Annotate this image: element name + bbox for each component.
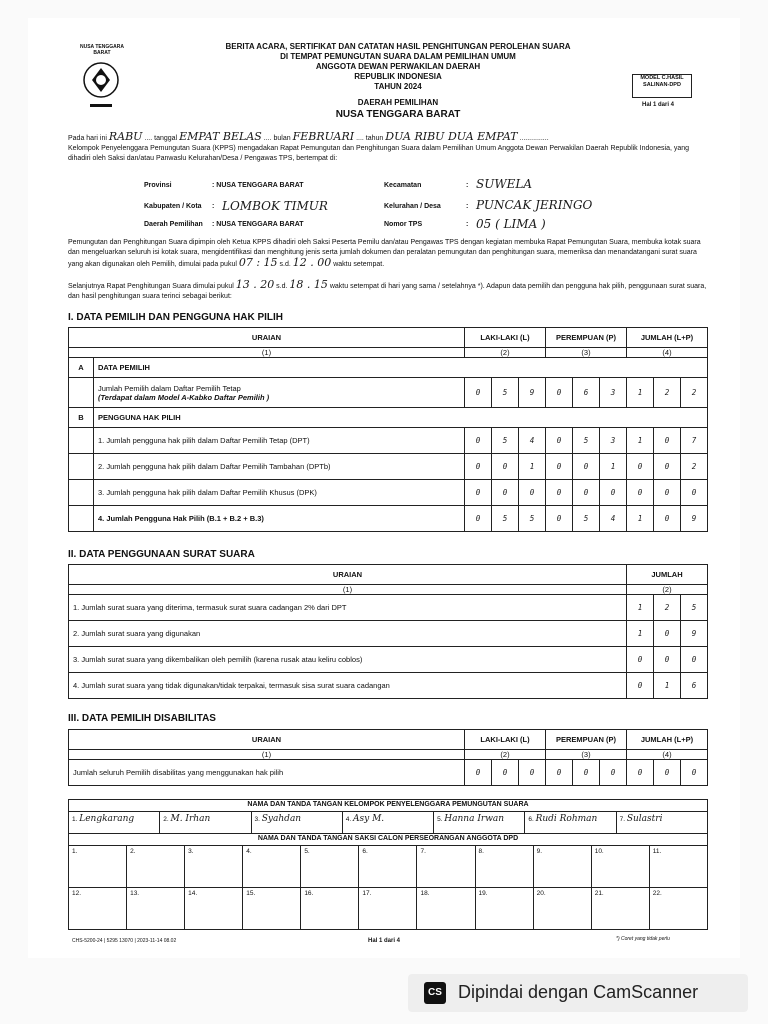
s2-digit: 6 bbox=[681, 673, 708, 699]
saksi-cell: 10. bbox=[591, 846, 649, 888]
s3-digit: 0 bbox=[573, 760, 600, 786]
s2-row-label: 2. Jumlah surat suara yang digunakan bbox=[69, 621, 627, 647]
logo-text: NUSA TENGGARA BARAT bbox=[80, 44, 124, 56]
document-header bbox=[178, 42, 618, 121]
s1-digit: 1 bbox=[627, 428, 654, 454]
footer-note: *) Coret yang tidak perlu bbox=[616, 936, 670, 942]
s1-a-digit: 0 bbox=[465, 378, 492, 408]
kpps-signature: Sulastri bbox=[626, 814, 663, 824]
s3-col-jumlah: JUMLAH (L+P) bbox=[627, 730, 708, 750]
page-number-top: Hal 1 dari 4 bbox=[642, 102, 675, 108]
intro-text-4: tahun bbox=[365, 135, 384, 142]
kpps-signature: Rudi Rohman bbox=[535, 814, 598, 824]
s1-digit: 0 bbox=[654, 480, 681, 506]
s2-digit: 0 bbox=[654, 647, 681, 673]
pemungutan-paragraph bbox=[68, 238, 708, 270]
s2-row-label: 4. Jumlah surat suara yang tidak digunakan/tidak terpakai, termasuk sisa surat suara cadangan bbox=[69, 673, 627, 699]
section-2-title: II. DATA PENGGUNAAN SURAT SUARA bbox=[68, 549, 255, 560]
s3-digit: 0 bbox=[627, 760, 654, 786]
s1-digit: 3 bbox=[600, 428, 627, 454]
s1-a-digit: 2 bbox=[681, 378, 708, 408]
s1-num-1: (1) bbox=[69, 348, 465, 358]
saksi-cell: 12. bbox=[69, 888, 127, 930]
s1-a-digit: 5 bbox=[492, 378, 519, 408]
kpps-signature: M. Irhan bbox=[170, 814, 211, 824]
penghitungan-text-a: Selanjutnya Rapat Penghitungan Suara dimulai pukul bbox=[68, 283, 234, 290]
s1-digit: 0 bbox=[465, 506, 492, 532]
s1-a-row-label: Jumlah Pemilih dalam Daftar Pemilih Tetap bbox=[98, 383, 241, 393]
s3-digit: 0 bbox=[654, 760, 681, 786]
s1-a-title: DATA PEMILIH bbox=[94, 358, 708, 378]
s1-col-jumlah: JUMLAH (L+P) bbox=[627, 328, 708, 348]
kpps-sign-2 bbox=[160, 812, 251, 834]
saksi-title: NAMA DAN TANDA TANGAN SAKSI CALON PERSEORANGAN ANGGOTA DPD bbox=[69, 834, 708, 846]
s3-digit: 0 bbox=[600, 760, 627, 786]
s1-row-label: 4. Jumlah Pengguna Hak Pilih (B.1 + B.2 + B.3) bbox=[94, 506, 465, 532]
s3-col-perempuan: PEREMPUAN (P) bbox=[546, 730, 627, 750]
s1-b-label: B bbox=[69, 408, 94, 428]
s2-digit: 2 bbox=[654, 595, 681, 621]
s1-digit: 0 bbox=[492, 480, 519, 506]
bulan-value: FEBRUARI bbox=[292, 130, 355, 143]
pukul-selesai: 12 . 00 bbox=[292, 256, 332, 269]
pukul-mulai: 07 : 15 bbox=[238, 256, 278, 269]
s2-digit: 0 bbox=[681, 647, 708, 673]
s1-a-label: A bbox=[69, 358, 94, 378]
document-page: NUSA TENGGARA BARAT BERITA ACARA, SERTIFIKAT DAN CATATAN HASIL PENGHITUNGAN PEROLEHAN SUARA DI TEMPAT PEMUNGUTAN SUARA DALAM PEMILIHAN UMUM ANGGOTA DEWAN PERWAKILAN DAERAH REPUBLIK INDONESIA TAHUN 2024 DAERAH PEMILIHAN NUSA TENGGARA BARAT MODEL C.HASIL SALINAN-DPD Hal 1 dari 4 Pada hari ini RABU .... tanggal EMPAT BELAS .... bulan FEBRUARI .... tahun DUA RIBU DUA EMPAT ............... Kelompok Penyelenggara Pemungutan Suara (KPPS) mengadakan Rapat Pemungutan dan Penghitungan Suara dalam Pemilihan Umum Anggota Dewan Perwakilan Daerah Republik Indonesia, yang dihadiri oleh Saksi dan/atau Panwaslu Kelurahan/Desa / Pengawas TPS, bertempat di: Provinsi : NUSA TENGGARA BARAT Kabupaten / Kota : LOMBOK TIMUR Daerah Pemilihan : NUSA TENGGARA BARAT Kecamatan : SUWELA Kelurahan / Desa : PUNCAK JERINGO Nomor TPS : 05 ( LIMA ) Pemungutan dan Penghitungan Suara dipimpin oleh Ketua KPPS dihadiri oleh Saksi Peserta Pemilu dan/atau Pengawas TPS dengan kegiatan membuka Rapat Pemungutan Suara, membuka kotak suara dan mengeluarkan seluruh isi kotak suara, mengidentifikasi dan menghitung jenis serta jumlah dokumen dan peralatan pemungutan dan penghitungan suara, memeriksa dan menandatangani surat suara yang akan digunakan oleh Pemilih, dimulai pada pukul 07 : 15 s.d. 12 . 00 waktu setempat. Selanjutnya Rapat Penghitungan Suara dimulai pukul 13 . 20 s.d. 18 . 15 waktu setempat di hari yang sama / setelahnya *). Adapun data pemilih dan pengguna hak pilih, penggunaan surat suara, dan hasil penghitungan suara terinci sebagai berikut: I. DATA PEMILIH DAN PENGGUNA HAK PILIH URAIAN LAKI-LAKI (L) PEREMPUAN (P) JUMLAH (L+P) (1) (2) (3) (4) A DATA PEMILIH Jumlah Pemilih dalam Daftar Pemilih Tetap (Terdapat dalam Model A-Kabko Daftar Pemilih ) 0 5 9 0 6 3 1 2 2 B PENGGUNA HAK PILIH 1. Jumlah pengguna hak pilih dalam Daftar Pemilih Tetap (DPT) 0 5 4 0 5 3 1 0 7 2. Jumlah pengguna hak pilih dalam Daftar Pemilih Tambahan (DPTb) 0 0 1 0 0 1 0 0 2 3. Jumlah pengguna hak pilih dalam Daftar Pemilih Khusus (DPK) 0 0 0 0 0 0 0 0 0 4. Jumlah Pengguna Hak Pilih (B.1 + B.2 + B.3) 0 5 5 0 5 4 1 0 9 II. DATA PENGGUNAAN SURAT SUARA URAIAN JUMLAH (1) (2) 1. Jumlah surat suara yang diterima, termasuk surat suara cadangan 2% dari DPT 1 2 5 2. Jumlah surat suara yang digunakan 1 0 9 3. Jumlah surat suara yang dikembalikan oleh pemilih (karena rusak atau keliru coblos) 0 0 0 4. Jumlah surat suara yang tidak digunakan/tidak terpakai, termasuk sisa surat suara cadangan 0 1 6 III. DATA PEMILIH DISABILITAS URAIAN LAKI-LAKI (L) PEREMPUAN (P) JUMLAH (L+P) (1) (2) (3) (4) Jumlah seluruh Pemilih disabilitas yang menggunakan hak pilih 0 0 0 0 0 0 0 0 0 NAMA DAN TANDA TANGAN KELOMPOK PENYELENGGARA PEMUNGUTAN SUARA 1. Lengkarang 2. M. Irhan 3. Syahdan 4. Asy M. 5. Hanna Irwan 6. Rudi Rohman 7. Sulastri NAMA DAN TANDA TANGAN SAKSI CALON PERSEORANGAN ANGGOTA DPD 1. 2. 3. 4. 5. 6. 7. 8. 9. 10. 11. 12. 13. 14. 15. 16. 17. 18. 19. 20. 21. 22. CHS-5200-24 | 5295 13070 | 2023-11-14 08.02 Hal 1 dari 4 *) Coret yang tidak perlu bbox=[28, 18, 740, 958]
s1-digit: 0 bbox=[627, 454, 654, 480]
saksi-cell: 15. bbox=[243, 888, 301, 930]
provinsi-label: Provinsi bbox=[144, 182, 172, 189]
s1-row-label: 1. Jumlah pengguna hak pilih dalam Daftar Pemilih Tetap (DPT) bbox=[94, 428, 465, 454]
camscanner-icon: CS bbox=[424, 982, 446, 1004]
saksi-cell: 6. bbox=[359, 846, 417, 888]
s2-num-1: (1) bbox=[69, 585, 627, 595]
s1-digit: 4 bbox=[600, 506, 627, 532]
kpps-signature: Lengkarang bbox=[79, 814, 135, 824]
s1-digit: 0 bbox=[465, 428, 492, 454]
kecamatan-label: Kecamatan bbox=[384, 182, 422, 189]
camscanner-text: Dipindai dengan CamScanner bbox=[458, 982, 699, 1002]
s1-a-digit: 9 bbox=[519, 378, 546, 408]
header-line-1: BERITA ACARA, SERTIFIKAT DAN CATATAN HASIL PENGHITUNGAN PEROLEHAN SUARA bbox=[225, 42, 571, 51]
saksi-cell: 20. bbox=[533, 888, 591, 930]
s1-a-digit: 1 bbox=[627, 378, 654, 408]
kpps-signature: Hanna Irwan bbox=[444, 814, 505, 824]
section-3-table bbox=[68, 729, 708, 786]
s3-digit: 0 bbox=[492, 760, 519, 786]
saksi-cell: 9. bbox=[533, 846, 591, 888]
s1-digit: 1 bbox=[519, 454, 546, 480]
camscanner-watermark bbox=[408, 974, 748, 1012]
saksi-cell: 3. bbox=[185, 846, 243, 888]
intro-description: Kelompok Penyelenggara Pemungutan Suara (KPPS) mengadakan Rapat Pemungutan dan Penghitungan Suara dalam Pemilihan Umum Anggota Dewan Perwakilan Daerah Republik Indonesia, yang dihadiri oleh Saksi dan/atau Panwaslu Kelurahan/Desa / Pengawas TPS, bertempat di: bbox=[68, 145, 690, 162]
s1-col-laki: LAKI-LAKI (L) bbox=[465, 328, 546, 348]
kpps-num: 5. bbox=[437, 816, 443, 823]
saksi-cell: 17. bbox=[359, 888, 417, 930]
intro-text-3: bulan bbox=[273, 135, 291, 142]
saksi-cell: 8. bbox=[475, 846, 533, 888]
saksi-cell: 16. bbox=[301, 888, 359, 930]
s1-b-title: PENGGUNA HAK PILIH bbox=[94, 408, 708, 428]
s1-digit: 0 bbox=[654, 454, 681, 480]
saksi-cell: 11. bbox=[649, 846, 707, 888]
s1-digit: 5 bbox=[573, 428, 600, 454]
penghitungan-paragraph: Selanjutnya Rapat Penghitungan Suara dimulai pukul 13 . 20 s.d. 18 . 15 waktu setempat di hari yang sama / setelahnya *). Adapun data pemilih dan pengguna hak pilih, penggunaan surat suara, dan hasil penghitungan suara terinci sebagai berikut: bbox=[68, 278, 707, 300]
penghitungan-text-b: waktu setempat di hari yang sama / setelahnya *). Adapun data pemilih dan pengguna hak pilih, penggunaan surat suara, dan hasil penghitungan suara terinci sebagai berikut: bbox=[68, 283, 707, 300]
header-line-3: ANGGOTA DEWAN PERWAKILAN DAERAH bbox=[315, 62, 481, 71]
s1-a-digit: 6 bbox=[573, 378, 600, 408]
s1-digit: 0 bbox=[465, 454, 492, 480]
section-1-title: I. DATA PEMILIH DAN PENGGUNA HAK PILIH bbox=[68, 312, 283, 323]
model-box-text: MODEL C.HASIL SALINAN-DPD bbox=[640, 75, 684, 88]
s1-digit: 1 bbox=[627, 506, 654, 532]
s1-col-perempuan: PEREMPUAN (P) bbox=[546, 328, 627, 348]
kabupaten-value: LOMBOK TIMUR bbox=[222, 199, 328, 213]
s1-digit: 5 bbox=[573, 506, 600, 532]
kpps-num: 6. bbox=[528, 816, 534, 823]
daerah-value: NUSA TENGGARA BARAT bbox=[335, 109, 461, 120]
section-3-title: III. DATA PEMILIH DISABILITAS bbox=[68, 713, 216, 724]
kpps-num: 2. bbox=[163, 816, 169, 823]
s1-digit: 0 bbox=[600, 480, 627, 506]
footer-code: CHS-5200-24 | 5295 13070 | 2023-11-14 08.02 bbox=[72, 938, 177, 944]
kpps-signature: Asy M. bbox=[353, 814, 385, 824]
dapil-label: Daerah Pemilihan bbox=[144, 221, 203, 228]
saksi-cell: 22. bbox=[649, 888, 707, 930]
s1-digit: 0 bbox=[681, 480, 708, 506]
model-box bbox=[632, 74, 692, 98]
kpps-signature: Syahdan bbox=[261, 814, 302, 824]
intro-text-1: Pada hari ini bbox=[68, 135, 107, 142]
kpps-title: NAMA DAN TANDA TANGAN KELOMPOK PENYELENGGARA PEMUNGUTAN SUARA bbox=[69, 800, 708, 812]
kelurahan-label: Kelurahan / Desa bbox=[384, 203, 441, 210]
kpps-sign-4 bbox=[342, 812, 433, 834]
footer-page: Hal 1 dari 4 bbox=[368, 938, 401, 944]
saksi-cell: 18. bbox=[417, 888, 475, 930]
kpu-logo bbox=[76, 52, 126, 116]
s1-digit: 2 bbox=[681, 454, 708, 480]
intro-paragraph: Pada hari ini RABU .... tanggal EMPAT BELAS .... bulan FEBRUARI .... tahun DUA RIBU DUA EMPAT ............... Kelompok Penyelenggara Pemungutan Suara (KPPS) mengadakan Rapat Pemungutan dan Penghitungan Suara dalam Pemilihan Umum Anggota Dewan Perwakilan Daerah Republik Indonesia, yang dihadiri oleh Saksi dan/atau Panwaslu Kelurahan/Desa / Pengawas TPS, bertempat di: bbox=[68, 132, 708, 164]
saksi-cell: 19. bbox=[475, 888, 533, 930]
s3-col-uraian: URAIAN bbox=[69, 730, 465, 750]
s2-row-label: 1. Jumlah surat suara yang diterima, termasuk surat suara cadangan 2% dari DPT bbox=[69, 595, 627, 621]
penghitungan-start: 13 . 20 bbox=[235, 278, 275, 291]
section-2-table bbox=[68, 564, 708, 699]
kpps-sign-7 bbox=[616, 812, 707, 834]
saksi-cell: 14. bbox=[185, 888, 243, 930]
s1-col-uraian: URAIAN bbox=[69, 328, 465, 348]
provinsi-value: : NUSA TENGGARA BARAT bbox=[212, 182, 304, 189]
s1-digit: 1 bbox=[600, 454, 627, 480]
s3-num-4: (4) bbox=[627, 750, 708, 760]
s3-num-2: (2) bbox=[465, 750, 546, 760]
s3-col-laki: LAKI-LAKI (L) bbox=[465, 730, 546, 750]
s3-num-1: (1) bbox=[69, 750, 465, 760]
saksi-cell: 1. bbox=[69, 846, 127, 888]
kpps-num: 1. bbox=[72, 816, 78, 823]
s2-col-uraian: URAIAN bbox=[69, 565, 627, 585]
saksi-cell: 7. bbox=[417, 846, 475, 888]
tahun-value: DUA RIBU DUA EMPAT bbox=[385, 130, 518, 143]
section-1-table bbox=[68, 327, 708, 532]
kpps-num: 3. bbox=[254, 816, 260, 823]
s1-a-digit: 0 bbox=[546, 378, 573, 408]
kpps-sign-6 bbox=[525, 812, 616, 834]
tps-value: 05 ( LIMA ) bbox=[476, 217, 546, 231]
s3-row-label: Jumlah seluruh Pemilih disabilitas yang menggunakan hak pilih bbox=[69, 760, 465, 786]
waktu-text: waktu setempat. bbox=[333, 261, 385, 268]
intro-text-2: tanggal bbox=[154, 135, 178, 142]
s1-digit: 0 bbox=[654, 506, 681, 532]
daerah-label: DAERAH PEMILIHAN bbox=[357, 98, 439, 107]
kpps-sign-5 bbox=[434, 812, 525, 834]
kelurahan-value: PUNCAK JERINGO bbox=[476, 198, 593, 212]
s2-row-label: 3. Jumlah surat suara yang dikembalikan oleh pemilih (karena rusak atau keliru coblos) bbox=[69, 647, 627, 673]
s1-row-label: 3. Jumlah pengguna hak pilih dalam Daftar Pemilih Khusus (DPK) bbox=[94, 480, 465, 506]
s1-digit: 0 bbox=[492, 454, 519, 480]
tps-label: Nomor TPS bbox=[384, 221, 423, 228]
kpps-num: 7. bbox=[619, 816, 626, 823]
s1-digit: 0 bbox=[573, 454, 600, 480]
s3-digit: 0 bbox=[519, 760, 546, 786]
kpps-sign-1 bbox=[69, 812, 160, 834]
s2-digit: 0 bbox=[627, 673, 654, 699]
header-line-5: TAHUN 2024 bbox=[374, 82, 422, 91]
s2-digit: 9 bbox=[681, 621, 708, 647]
s1-digit: 5 bbox=[492, 506, 519, 532]
saksi-cell: 4. bbox=[243, 846, 301, 888]
s1-digit: 7 bbox=[681, 428, 708, 454]
s3-digit: 0 bbox=[546, 760, 573, 786]
s1-digit: 5 bbox=[492, 428, 519, 454]
header-line-2: DI TEMPAT PEMUNGUTAN SUARA DALAM PEMILIHAN UMUM bbox=[280, 52, 516, 61]
tanggal-value: EMPAT BELAS bbox=[179, 130, 262, 143]
s1-digit: 5 bbox=[519, 506, 546, 532]
kabupaten-label: Kabupaten / Kota bbox=[144, 203, 202, 210]
s1-digit: 0 bbox=[546, 480, 573, 506]
s2-digit: 1 bbox=[627, 595, 654, 621]
s2-digit: 0 bbox=[654, 621, 681, 647]
s1-a-digit: 3 bbox=[600, 378, 627, 408]
saksi-cell: 13. bbox=[127, 888, 185, 930]
s1-num-4: (4) bbox=[627, 348, 708, 358]
s1-digit: 4 bbox=[519, 428, 546, 454]
s3-digit: 0 bbox=[465, 760, 492, 786]
s1-row-label: 2. Jumlah pengguna hak pilih dalam Daftar Pemilih Tambahan (DPTb) bbox=[94, 454, 465, 480]
s2-col-jumlah: JUMLAH bbox=[627, 565, 708, 585]
penghitungan-end: 18 . 15 bbox=[289, 278, 328, 291]
s1-a-digit: 2 bbox=[654, 378, 681, 408]
s1-digit: 0 bbox=[519, 480, 546, 506]
hari-value: RABU bbox=[108, 130, 143, 143]
s2-digit: 0 bbox=[627, 647, 654, 673]
saksi-cell: 21. bbox=[591, 888, 649, 930]
kecamatan-value: SUWELA bbox=[476, 177, 533, 191]
s2-digit: 1 bbox=[654, 673, 681, 699]
s1-digit: 0 bbox=[573, 480, 600, 506]
s1-a-row-note: (Terdapat dalam Model A-Kabko Daftar Pemilih ) bbox=[98, 392, 270, 402]
s1-digit: 0 bbox=[546, 428, 573, 454]
kpps-num: 4. bbox=[345, 816, 352, 823]
signature-table bbox=[68, 799, 708, 930]
s1-digit: 0 bbox=[546, 454, 573, 480]
s1-digit: 0 bbox=[654, 428, 681, 454]
pemungutan-text: Pemungutan dan Penghitungan Suara dipimpin oleh Ketua KPPS dihadiri oleh Saksi Peserta Pemilu dan/atau Pengawas TPS dengan kegiatan membuka Rapat Pemungutan Suara, membuka kotak suara dan mengeluarkan seluruh isi kotak suara, mengidentifikasi dan menghitung jenis serta jumlah dokumen dan peralatan pemungutan dan penghitungan suara, memeriksa dan menandatangani surat suara yang akan digunakan oleh Pemilih, dimulai pada pukul bbox=[68, 239, 701, 268]
s2-digit: 1 bbox=[627, 621, 654, 647]
s2-digit: 5 bbox=[681, 595, 708, 621]
kpps-sign-3 bbox=[251, 812, 342, 834]
header-line-4: REPUBLIK INDONESIA bbox=[354, 72, 442, 81]
s1-num-2: (2) bbox=[465, 348, 546, 358]
sd-text: s.d. bbox=[279, 261, 291, 268]
s3-num-3: (3) bbox=[546, 750, 627, 760]
s3-digit: 0 bbox=[681, 760, 708, 786]
s1-digit: 0 bbox=[546, 506, 573, 532]
s1-digit: 0 bbox=[465, 480, 492, 506]
s1-num-3: (3) bbox=[546, 348, 627, 358]
saksi-cell: 2. bbox=[127, 846, 185, 888]
s1-digit: 9 bbox=[681, 506, 708, 532]
s1-digit: 0 bbox=[627, 480, 654, 506]
dapil-value: : NUSA TENGGARA BARAT bbox=[212, 221, 304, 228]
saksi-cell: 5. bbox=[301, 846, 359, 888]
s2-num-2: (2) bbox=[627, 585, 708, 595]
